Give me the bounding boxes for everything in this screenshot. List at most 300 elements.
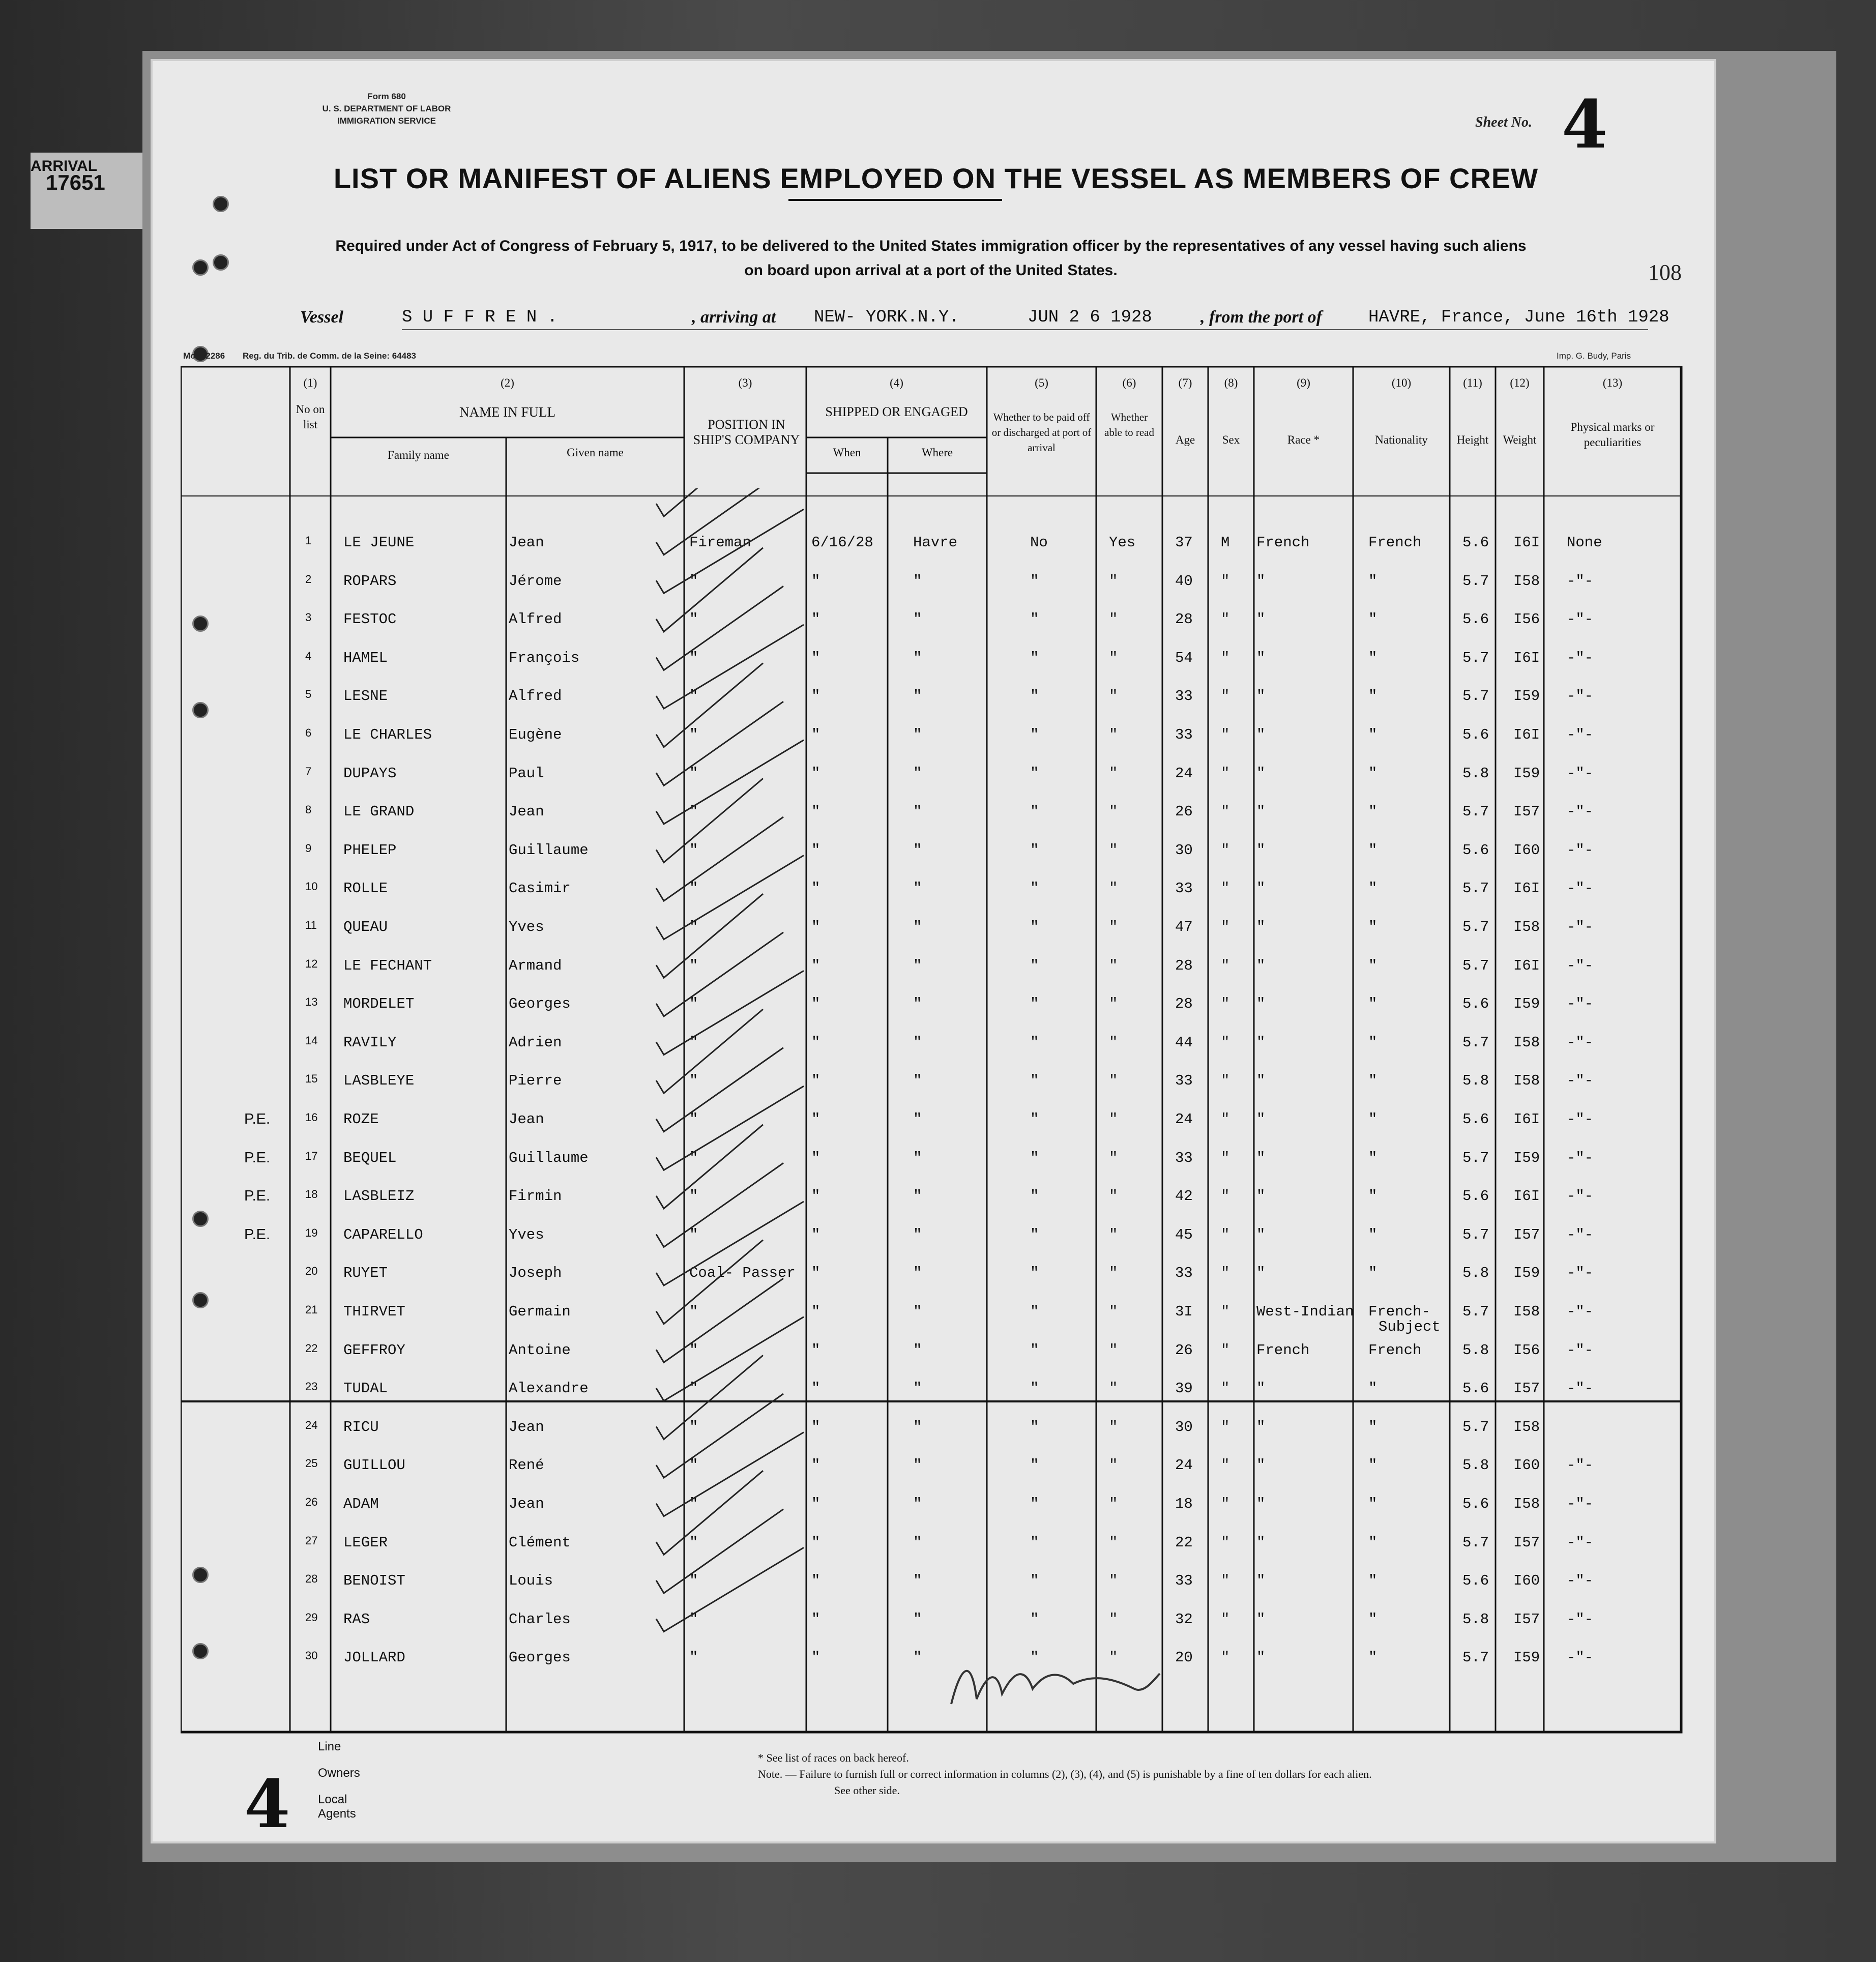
check-mark <box>656 663 763 747</box>
row-marks: -"- <box>1567 1341 1594 1359</box>
row-height: 5.8 <box>1462 1610 1489 1628</box>
row-height: 5.7 <box>1462 1534 1489 1551</box>
row-when: " <box>811 688 820 705</box>
row-number: 25 <box>305 1457 318 1470</box>
row-when: " <box>811 1072 820 1090</box>
row-paid-off: " <box>1030 1534 1039 1551</box>
row-nationality: " <box>1368 726 1377 743</box>
row-weight: I6I <box>1513 1111 1540 1128</box>
row-nationality: " <box>1368 1649 1377 1666</box>
row-race: " <box>1256 765 1266 782</box>
row-age: 37 <box>1175 534 1193 551</box>
row-number: 13 <box>305 995 318 1009</box>
check-marks <box>651 488 844 1668</box>
vessel-label: Vessel <box>300 308 343 327</box>
row-when: " <box>811 1265 820 1282</box>
col-12-number: (12) <box>1510 376 1530 389</box>
arrival-stamp-label: ARRIVAL <box>31 158 98 174</box>
row-paid-off: " <box>1030 1303 1039 1320</box>
row-marks: -"- <box>1567 1188 1594 1205</box>
row-position: " <box>689 957 698 974</box>
row-read: " <box>1109 765 1118 782</box>
check-mark <box>656 548 763 632</box>
row-marks: -"- <box>1567 1303 1594 1320</box>
check-mark <box>656 488 783 555</box>
row-nationality-continued: Subject <box>1379 1319 1441 1335</box>
check-mark <box>656 1163 783 1247</box>
row-nationality: " <box>1368 765 1377 782</box>
row-when: " <box>811 1610 820 1628</box>
row-given-name: Joseph <box>509 1265 562 1282</box>
row-marks: -"- <box>1567 919 1594 935</box>
row-when: " <box>811 649 820 666</box>
row-age: 33 <box>1175 880 1193 897</box>
row-where: " <box>913 803 922 821</box>
row-race: " <box>1256 803 1266 821</box>
row-race: " <box>1256 1111 1266 1128</box>
row-nationality: " <box>1368 649 1377 666</box>
row-nationality: " <box>1368 957 1377 974</box>
row-number: 5 <box>305 688 312 701</box>
row-position: " <box>689 649 698 666</box>
row-where: " <box>913 688 922 705</box>
row-age: 30 <box>1175 1418 1193 1436</box>
row-where: " <box>913 1265 922 1282</box>
row-pe-marker: P.E. <box>244 1149 271 1166</box>
row-nationality: " <box>1368 1226 1377 1243</box>
col-7-number: (7) <box>1178 376 1192 389</box>
row-read: " <box>1109 1380 1118 1397</box>
row-read: " <box>1109 1610 1118 1628</box>
row-nationality: " <box>1368 1534 1377 1551</box>
row-position: " <box>689 1034 698 1051</box>
row-sex: " <box>1221 1188 1230 1205</box>
row-number: 12 <box>305 957 318 970</box>
row-family-name: QUEAU <box>343 919 388 935</box>
row-age: 18 <box>1175 1496 1193 1512</box>
form-service: IMMIGRATION SERVICE <box>337 116 436 126</box>
row-family-name: JOLLARD <box>343 1649 405 1666</box>
row-where: Havre <box>913 534 958 551</box>
row-sex: " <box>1221 726 1230 743</box>
row-when: " <box>811 765 820 782</box>
row-race: " <box>1256 1072 1266 1090</box>
row-weight: I59 <box>1513 1649 1540 1666</box>
departure-info: HAVRE, France, June 16th 1928 <box>1368 308 1669 327</box>
row-position: " <box>689 726 698 743</box>
row-paid-off: " <box>1030 1341 1039 1359</box>
col-12-header: Weight <box>1503 433 1537 446</box>
row-height: 5.7 <box>1462 572 1489 590</box>
row-nationality: " <box>1368 841 1377 859</box>
row-family-name: LE JEUNE <box>343 534 415 551</box>
row-given-name: Pierre <box>509 1072 562 1090</box>
row-sex: " <box>1221 688 1230 705</box>
row-sex: " <box>1221 841 1230 859</box>
row-where: " <box>913 1572 922 1590</box>
row-family-name: LE CHARLES <box>343 726 432 743</box>
row-position: " <box>689 1496 698 1512</box>
row-number: 22 <box>305 1341 318 1355</box>
row-when: " <box>811 1418 820 1436</box>
row-weight: I6I <box>1513 649 1540 666</box>
row-sex: " <box>1221 1457 1230 1474</box>
row-where: " <box>913 1149 922 1166</box>
row-race: " <box>1256 1496 1266 1512</box>
row-sex: " <box>1221 1303 1230 1320</box>
row-marks: -"- <box>1567 803 1594 821</box>
row-position: " <box>689 919 698 935</box>
row-sex: " <box>1221 1034 1230 1051</box>
footer-notes <box>758 1750 1372 1799</box>
row-number: 4 <box>305 649 312 662</box>
row-sex: " <box>1221 803 1230 821</box>
col-1-number: (1) <box>303 376 317 389</box>
col-3-number: (3) <box>738 376 752 389</box>
row-number: 15 <box>305 1072 318 1086</box>
row-age: 33 <box>1175 688 1193 705</box>
row-read: " <box>1109 1418 1118 1436</box>
row-where: " <box>913 919 922 935</box>
row-weight: I60 <box>1513 1457 1540 1474</box>
row-number: 10 <box>305 880 318 893</box>
row-given-name: Georges <box>509 1649 571 1666</box>
row-marks: -"- <box>1567 1649 1594 1666</box>
subtitle <box>244 234 1618 283</box>
row-marks: -"- <box>1567 1149 1594 1166</box>
check-mark <box>656 1125 763 1209</box>
row-nationality: " <box>1368 1149 1377 1166</box>
row-weight: I58 <box>1513 1303 1540 1320</box>
row-position: " <box>689 1149 698 1166</box>
col-2a-header: Family name <box>388 449 449 461</box>
row-given-name: Louis <box>509 1572 553 1590</box>
row-height: 5.8 <box>1462 1072 1489 1090</box>
row-paid-off: " <box>1030 649 1039 666</box>
row-marks: None <box>1567 534 1602 551</box>
row-weight: I6I <box>1513 880 1540 897</box>
row-sex: " <box>1221 1072 1230 1090</box>
row-sex: " <box>1221 1496 1230 1512</box>
row-given-name: Armand <box>509 957 562 974</box>
col-1-header: No on list <box>296 403 325 431</box>
row-paid-off: " <box>1030 726 1039 743</box>
row-paid-off: " <box>1030 1149 1039 1166</box>
row-marks: -"- <box>1567 1496 1594 1512</box>
row-where: " <box>913 957 922 974</box>
row-paid-off: " <box>1030 803 1039 821</box>
row-weight: I60 <box>1513 841 1540 859</box>
row-marks: -"- <box>1567 880 1594 897</box>
row-position: " <box>689 1341 698 1359</box>
row-position: Coal- Passer <box>689 1265 796 1282</box>
row-read: Yes <box>1109 534 1136 551</box>
row-given-name: Guillaume <box>509 1149 589 1166</box>
col-8-header: Sex <box>1222 433 1240 446</box>
col-7-header: Age <box>1175 433 1195 446</box>
footer-note-penalty: Note. — Failure to furnish full or correct information in columns (2), (3), (4), and (5) is punishable by a fine of ten dollars for each alien. <box>758 1768 1372 1780</box>
row-race: " <box>1256 688 1266 705</box>
row-paid-off: " <box>1030 1226 1039 1243</box>
row-family-name: BENOIST <box>343 1572 405 1590</box>
row-sex: " <box>1221 1226 1230 1243</box>
row-family-name: LASBLEIZ <box>343 1188 415 1205</box>
row-weight: I6I <box>1513 957 1540 974</box>
row-race: " <box>1256 995 1266 1013</box>
row-family-name: ROPARS <box>343 572 397 590</box>
row-age: 28 <box>1175 957 1193 974</box>
row-family-name: BEQUEL <box>343 1149 397 1166</box>
check-mark <box>656 1547 804 1631</box>
row-age: 33 <box>1175 1149 1193 1166</box>
row-height: 5.7 <box>1462 1034 1489 1051</box>
row-nationality: " <box>1368 1380 1377 1397</box>
row-age: 28 <box>1175 995 1193 1013</box>
col-9-header: Race * <box>1287 433 1320 446</box>
row-number: 9 <box>305 841 312 855</box>
row-paid-off: " <box>1030 1418 1039 1436</box>
row-when: " <box>811 1380 820 1397</box>
manifest-table-grid <box>181 366 1686 1740</box>
check-mark <box>656 1086 804 1170</box>
row-height: 5.7 <box>1462 688 1489 705</box>
row-where: " <box>913 1303 922 1320</box>
row-where: " <box>913 1418 922 1436</box>
row-height: 5.6 <box>1462 1111 1489 1128</box>
row-position: " <box>689 1303 698 1320</box>
row-paid-off: No <box>1030 534 1048 551</box>
row-weight: I60 <box>1513 1572 1540 1590</box>
row-race: " <box>1256 1226 1266 1243</box>
sheet-number: 4 <box>1562 85 1608 163</box>
print-info <box>183 351 416 361</box>
row-weight: I59 <box>1513 995 1540 1013</box>
row-where: " <box>913 880 922 897</box>
check-mark <box>656 1009 763 1093</box>
row-paid-off: " <box>1030 1572 1039 1590</box>
row-nationality: " <box>1368 688 1377 705</box>
row-race: " <box>1256 726 1266 743</box>
row-position: " <box>689 1072 698 1090</box>
row-weight: I58 <box>1513 1072 1540 1090</box>
row-marks: -"- <box>1567 1072 1594 1090</box>
row-when: " <box>811 572 820 590</box>
row-paid-off: " <box>1030 919 1039 935</box>
row-given-name: Jean <box>509 1111 544 1128</box>
row-read: " <box>1109 1496 1118 1512</box>
row-number: 29 <box>305 1610 318 1624</box>
row-when: " <box>811 803 820 821</box>
row-position: " <box>689 1226 698 1243</box>
row-family-name: RUYET <box>343 1265 388 1282</box>
row-where: " <box>913 765 922 782</box>
row-position: " <box>689 1188 698 1205</box>
row-weight: I59 <box>1513 765 1540 782</box>
row-number: 27 <box>305 1534 318 1547</box>
row-race: " <box>1256 1457 1266 1474</box>
col-6-header: Whether able to read <box>1104 411 1154 438</box>
row-given-name: Jean <box>509 534 544 551</box>
row-position: " <box>689 995 698 1013</box>
row-family-name: LE FECHANT <box>343 957 432 974</box>
row-when: " <box>811 919 820 935</box>
punch-hole <box>192 259 209 276</box>
row-marks: -"- <box>1567 1457 1594 1474</box>
row-number: 7 <box>305 765 312 778</box>
col-4-header: SHIPPED OR ENGAGED <box>825 404 968 419</box>
row-paid-off: " <box>1030 765 1039 782</box>
col-11-number: (11) <box>1463 376 1482 389</box>
row-given-name: Yves <box>509 1226 544 1243</box>
row-where: " <box>913 611 922 628</box>
row-weight: I58 <box>1513 919 1540 935</box>
row-height: 5.6 <box>1462 611 1489 628</box>
row-paid-off: " <box>1030 1111 1039 1128</box>
check-mark <box>656 509 804 593</box>
row-read: " <box>1109 1188 1118 1205</box>
row-read: " <box>1109 1457 1118 1474</box>
row-number: 3 <box>305 611 312 624</box>
row-nationality: " <box>1368 572 1377 590</box>
row-marks: -"- <box>1567 611 1594 628</box>
row-nationality: " <box>1368 1457 1377 1474</box>
row-nationality: " <box>1368 611 1377 628</box>
check-mark <box>656 1509 783 1593</box>
check-mark <box>656 932 783 1016</box>
row-sex: " <box>1221 919 1230 935</box>
row-marks: -"- <box>1567 572 1594 590</box>
row-family-name: FESTOC <box>343 611 397 628</box>
row-family-name: GEFFROY <box>343 1341 405 1359</box>
row-when: " <box>811 726 820 743</box>
row-number: 20 <box>305 1265 318 1278</box>
check-mark <box>656 1278 783 1362</box>
row-sex: " <box>1221 1610 1230 1628</box>
row-paid-off: " <box>1030 611 1039 628</box>
row-when: " <box>811 957 820 974</box>
row-sex: " <box>1221 1111 1230 1128</box>
row-family-name: TUDAL <box>343 1380 388 1397</box>
row-when: " <box>811 1341 820 1359</box>
row-where: " <box>913 1188 922 1205</box>
row-paid-off: " <box>1030 1496 1039 1512</box>
col-3-header: POSITION IN SHIP'S COMPANY <box>693 417 800 447</box>
row-marks: -"- <box>1567 1226 1594 1243</box>
row-read: " <box>1109 1572 1118 1590</box>
row-family-name: HAMEL <box>343 649 388 666</box>
check-mark <box>656 894 763 978</box>
row-family-name: THIRVET <box>343 1303 405 1320</box>
row-given-name: René <box>509 1457 544 1474</box>
row-age: 33 <box>1175 726 1193 743</box>
col-8-number: (8) <box>1224 376 1238 389</box>
row-number: 30 <box>305 1649 318 1662</box>
row-age: 3I <box>1175 1303 1193 1320</box>
row-where: " <box>913 1457 922 1474</box>
row-paid-off: " <box>1030 880 1039 897</box>
row-given-name: François <box>509 649 580 666</box>
arrival-date: JUN 2 6 1928 <box>1028 308 1152 327</box>
row-height: 5.7 <box>1462 803 1489 821</box>
row-age: 26 <box>1175 803 1193 821</box>
row-when: " <box>811 841 820 859</box>
row-when: " <box>811 1496 820 1512</box>
row-marks: -"- <box>1567 649 1594 666</box>
row-weight: I58 <box>1513 1034 1540 1051</box>
row-height: 5.6 <box>1462 995 1489 1013</box>
row-age: 24 <box>1175 765 1193 782</box>
check-mark <box>656 1432 804 1516</box>
row-number: 21 <box>305 1303 318 1316</box>
row-paid-off: " <box>1030 1380 1039 1397</box>
row-height: 5.7 <box>1462 649 1489 666</box>
row-race: " <box>1256 649 1266 666</box>
row-sex: " <box>1221 1380 1230 1397</box>
footer-note-races: * See list of races on back hereof. <box>758 1751 909 1764</box>
row-when: " <box>811 1303 820 1320</box>
row-race: " <box>1256 1034 1266 1051</box>
row-race: " <box>1256 841 1266 859</box>
row-marks: -"- <box>1567 765 1594 782</box>
footer-note-other-side: See other side. <box>834 1784 900 1797</box>
row-read: " <box>1109 1072 1118 1090</box>
col-5-number: (5) <box>1035 376 1048 389</box>
row-read: " <box>1109 1534 1118 1551</box>
row-height: 5.7 <box>1462 919 1489 935</box>
row-marks: -"- <box>1567 1610 1594 1628</box>
row-family-name: RAVILY <box>343 1034 397 1051</box>
row-nationality: French- <box>1368 1303 1430 1320</box>
row-marks: -"- <box>1567 1380 1594 1397</box>
row-family-name: LESNE <box>343 688 388 705</box>
row-read: " <box>1109 880 1118 897</box>
row-position: " <box>689 803 698 821</box>
row-race: " <box>1256 1418 1266 1436</box>
row-height: 5.7 <box>1462 1418 1489 1436</box>
row-when: " <box>811 1149 820 1166</box>
row-number: 14 <box>305 1034 318 1047</box>
row-sex: " <box>1221 880 1230 897</box>
row-read: " <box>1109 611 1118 628</box>
row-position: " <box>689 1649 698 1666</box>
vessel-name: S U F F R E N . <box>402 308 558 327</box>
imprint: Imp. G. Budy, Paris <box>1557 351 1631 361</box>
row-given-name: Casimir <box>509 880 571 897</box>
row-age: 20 <box>1175 1649 1193 1666</box>
row-where: " <box>913 995 922 1013</box>
row-where: " <box>913 1226 922 1243</box>
row-age: 47 <box>1175 919 1193 935</box>
col-11-header: Height <box>1456 433 1489 446</box>
row-number: 19 <box>305 1226 318 1239</box>
row-sex: " <box>1221 765 1230 782</box>
footer-line-label: Line <box>318 1740 341 1753</box>
row-marks: -"- <box>1567 1111 1594 1128</box>
row-given-name: Paul <box>509 765 544 782</box>
row-family-name: LEGER <box>343 1534 388 1551</box>
row-given-name: Alfred <box>509 688 562 705</box>
row-when: " <box>811 1034 820 1051</box>
row-family-name: DUPAYS <box>343 765 397 782</box>
row-family-name: GUILLOU <box>343 1457 405 1474</box>
row-age: 33 <box>1175 1572 1193 1590</box>
row-age: 44 <box>1175 1034 1193 1051</box>
row-height: 5.8 <box>1462 1457 1489 1474</box>
row-race: " <box>1256 1610 1266 1628</box>
row-height: 5.8 <box>1462 1265 1489 1282</box>
row-number: 23 <box>305 1380 318 1393</box>
row-where: " <box>913 1072 922 1090</box>
